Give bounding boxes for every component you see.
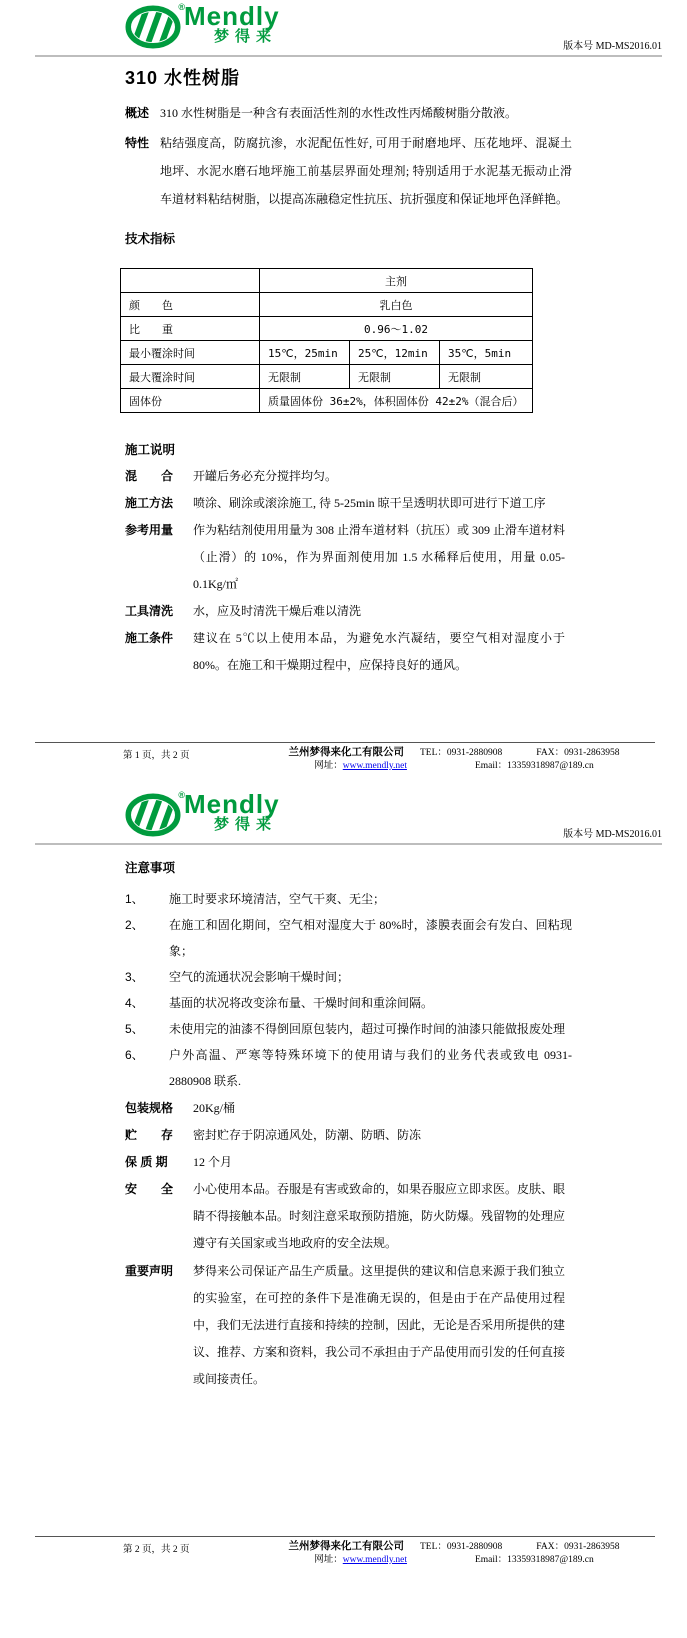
list-item bbox=[125, 517, 572, 598]
footer-fax: FAX：0931-2863958 bbox=[536, 1542, 620, 1552]
item-label: 施工条件 bbox=[125, 631, 174, 645]
list-item bbox=[125, 1149, 572, 1176]
row-value: 25℃，12min bbox=[350, 341, 440, 365]
item-text: 水，应及时清洗干燥后难以清洗 bbox=[193, 604, 362, 618]
item-label: 工具清洗 bbox=[125, 604, 174, 618]
table-row bbox=[121, 365, 533, 389]
brand-name-chinese: 梦得来 bbox=[214, 816, 278, 833]
note-number: 5、 bbox=[125, 1022, 144, 1036]
note-number: 4、 bbox=[125, 996, 144, 1010]
features-section bbox=[125, 129, 572, 213]
row-value: 15℃，25min bbox=[260, 341, 350, 365]
footer-tel: TEL：0931-2880908 bbox=[419, 748, 503, 758]
mendly-logo-icon bbox=[125, 2, 185, 49]
notes-list bbox=[125, 886, 572, 1094]
features-label: 特性 bbox=[125, 136, 150, 150]
table-header-cell: 主剂 bbox=[260, 269, 533, 293]
item-label: 贮 存 bbox=[125, 1128, 174, 1142]
brand-logo bbox=[125, 1, 280, 55]
list-item bbox=[125, 1016, 572, 1042]
note-number: 2、 bbox=[125, 918, 144, 932]
list-item bbox=[125, 490, 572, 517]
tech-specs-heading: 技术指标 bbox=[125, 232, 176, 246]
row-label: 固体份 bbox=[121, 389, 260, 413]
mendly-logo-icon bbox=[125, 790, 185, 837]
footer-page-info: 第 2 页，共 2 页 bbox=[123, 1545, 190, 1555]
footer-website-link[interactable]: www.mendly.net bbox=[342, 1555, 407, 1565]
note-text: 户外高温、严寒等特殊环境下的使用请与我们的业务代表或致电 0931-2880908 联系. bbox=[169, 1048, 572, 1088]
item-text: 喷涂、刷涂或滚涂施工, 待 5-25min 晾干呈透明状即可进行下道工序 bbox=[193, 496, 546, 510]
features-text: 粘结强度高，防腐抗渗，水泥配伍性好, 可用于耐磨地坪、压花地坪、混凝土地坪、水泥水磨石地坪施工前基层界面处理剂; 特别适用于水泥基无振动止滑车道材料粘结树脂，以提高冻融稳定性抗压、抗折强度和保证地坪色泽鲜艳。 bbox=[160, 136, 572, 206]
item-text: 开罐后务必充分搅拌均匀。 bbox=[193, 469, 338, 483]
brand-name: Mendly bbox=[184, 1, 280, 31]
row-value: 乳白色 bbox=[260, 293, 533, 317]
page-2 bbox=[0, 770, 687, 1638]
list-item bbox=[125, 1176, 572, 1257]
item-label: 保 质 期 bbox=[125, 1155, 168, 1169]
page-header bbox=[35, 770, 662, 845]
brand-logo bbox=[125, 789, 280, 843]
item-label: 重要声明 bbox=[125, 1264, 174, 1278]
page-title: 310 水性树脂 bbox=[125, 68, 241, 88]
table-row bbox=[121, 317, 533, 341]
item-text: 12 个月 bbox=[193, 1155, 233, 1169]
item-label: 混 合 bbox=[125, 469, 174, 483]
row-label: 比 重 bbox=[121, 317, 260, 341]
row-label: 最小覆涂时间 bbox=[121, 341, 260, 365]
row-value: 质量固体份 36±2%，体积固体份 42±2%（混合后） bbox=[260, 389, 533, 413]
note-number: 3、 bbox=[125, 970, 144, 984]
row-label: 最大覆涂时间 bbox=[121, 365, 260, 389]
row-value: 无限制 bbox=[440, 365, 533, 389]
storage-safety-items bbox=[125, 1095, 572, 1393]
footer-website-label: 网址： bbox=[314, 1555, 343, 1565]
version-label: 版本号 MD-MS2016.01 bbox=[563, 41, 662, 52]
list-item bbox=[125, 886, 572, 912]
table-row bbox=[121, 269, 533, 293]
list-item bbox=[125, 1095, 572, 1122]
brand-name: Mendly bbox=[184, 789, 280, 819]
item-label: 施工方法 bbox=[125, 496, 174, 510]
list-item bbox=[125, 964, 572, 990]
tech-specs-table bbox=[120, 268, 533, 413]
list-item bbox=[125, 1042, 572, 1094]
footer-company: 兰州梦得来化工有限公司 bbox=[288, 747, 404, 758]
note-text: 基面的状况将改变涂布量、干燥时间和重涂间隔。 bbox=[169, 996, 434, 1010]
note-number: 1、 bbox=[125, 892, 144, 906]
registered-trademark-icon: ® bbox=[178, 790, 185, 800]
table-row bbox=[121, 293, 533, 317]
row-value: 无限制 bbox=[260, 365, 350, 389]
row-value: 35℃，5min bbox=[440, 341, 533, 365]
footer-website-label: 网址： bbox=[314, 761, 343, 770]
version-label: 版本号 MD-MS2016.01 bbox=[563, 829, 662, 840]
table-row bbox=[121, 341, 533, 365]
note-text: 空气的流通状况会影响干燥时间； bbox=[169, 970, 350, 984]
list-item bbox=[125, 1122, 572, 1149]
item-text: 建议在 5℃以上使用本品，为避免水汽凝结，要空气相对湿度小于 80%。在施工和干燥期过程中，应保持良好的通风。 bbox=[193, 631, 565, 672]
footer-company: 兰州梦得来化工有限公司 bbox=[288, 1541, 404, 1552]
item-text: 密封贮存于阴凉通风处，防潮、防晒、防冻 bbox=[193, 1128, 422, 1142]
note-text: 施工时要求环境清洁，空气干爽、无尘； bbox=[169, 892, 386, 906]
list-item bbox=[125, 463, 572, 490]
item-text: 梦得来公司保证产品生产质量。这里提供的建议和信息来源于我们独立的实验室，在可控的条件下是准确无误的，但是由于在产品使用过程中，我们无法进行直接和持续的控制，因此，无论是否采用所提供的建议、推荐、方案和资料，我公司不承担由于产品使用而引发的任何直接或间接责任。 bbox=[193, 1264, 566, 1386]
table-row bbox=[121, 389, 533, 413]
footer-tel: TEL：0931-2880908 bbox=[419, 1542, 503, 1552]
registered-trademark-icon: ® bbox=[178, 2, 185, 12]
construction-items bbox=[125, 463, 572, 679]
list-item bbox=[125, 625, 572, 679]
footer-email: Email：13359318987@189.cn bbox=[474, 761, 594, 770]
brand-name-chinese: 梦得来 bbox=[214, 28, 278, 45]
note-text: 未使用完的油漆不得倒回原包装内，超过可操作时间的油漆只能做报废处理 bbox=[169, 1022, 566, 1036]
footer-line1 bbox=[253, 746, 655, 760]
overview-text: 310 水性树脂是一种含有表面活性剂的水性改性丙烯酸树脂分散液。 bbox=[160, 106, 518, 120]
row-label: 颜 色 bbox=[121, 293, 260, 317]
list-item bbox=[125, 598, 572, 625]
item-text: 小心使用本品。吞服是有害或致命的，如果吞服应立即求医。皮肤、眼睛不得接触本品。时刻注意采取预防措施，防火防爆。残留物的处理应遵守有关国家或当地政府的安全法规。 bbox=[193, 1182, 566, 1250]
row-value: 0.96～1.02 bbox=[260, 317, 533, 341]
list-item bbox=[125, 1258, 572, 1393]
overview-label: 概述 bbox=[125, 106, 150, 120]
item-text: 作为粘结剂使用用量为 308 止滑车道材料（抗压）或 309 止滑车道材料（止滑）的 10%，作为界面剂使用加 1.5 水稀释后使用，用量 0.05-0.1Kg/㎡ bbox=[193, 523, 566, 591]
footer-fax: FAX：0931-2863958 bbox=[536, 748, 620, 758]
item-text: 20Kg/桶 bbox=[193, 1101, 236, 1115]
page-header bbox=[35, 0, 662, 57]
footer-page-info: 第 1 页，共 2 页 bbox=[123, 751, 190, 761]
notes-heading: 注意事项 bbox=[125, 861, 176, 875]
list-item bbox=[125, 990, 572, 1016]
item-label: 包装规格 bbox=[125, 1101, 174, 1115]
page-footer bbox=[35, 742, 655, 770]
footer-line1 bbox=[253, 1540, 655, 1554]
row-value: 无限制 bbox=[350, 365, 440, 389]
list-item bbox=[125, 912, 572, 964]
overview-section bbox=[125, 99, 572, 127]
item-label: 安 全 bbox=[125, 1182, 174, 1196]
footer-website-link[interactable]: www.mendly.net bbox=[342, 761, 407, 770]
footer-line2 bbox=[253, 760, 655, 770]
footer-email: Email：13359318987@189.cn bbox=[474, 1555, 594, 1565]
note-number: 6、 bbox=[125, 1048, 144, 1062]
construction-heading: 施工说明 bbox=[125, 443, 176, 457]
note-text: 在施工和固化期间，空气相对湿度大于 80%时，漆膜表面会有发白、回粘现象； bbox=[169, 918, 572, 958]
page-1 bbox=[0, 0, 687, 770]
item-label: 参考用量 bbox=[125, 523, 174, 537]
page-footer bbox=[35, 1536, 655, 1567]
footer-line2 bbox=[253, 1554, 655, 1567]
